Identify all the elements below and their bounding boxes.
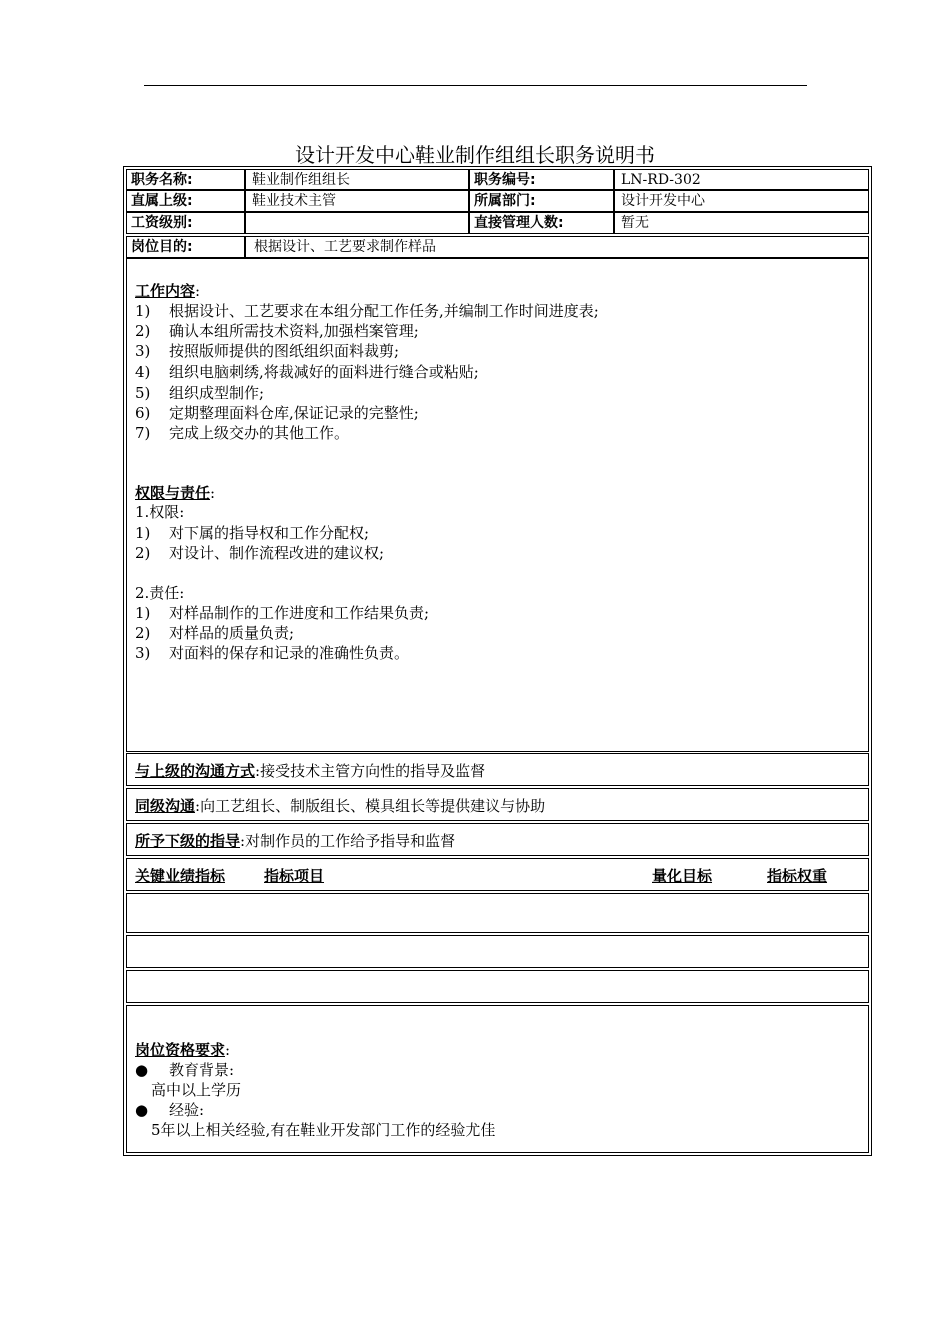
purpose-label: 岗位目的:: [131, 239, 193, 255]
kpi-col-weight: 指标权重: [767, 867, 828, 885]
peer-communication-value: :向工艺组长、制版组长、模具组长等提供建议与协助: [195, 797, 546, 815]
kpi-row: [126, 970, 869, 1003]
list-item: 6) 定期整理面料仓库,保证记录的完整性;: [135, 404, 419, 422]
job-description-table: [123, 166, 872, 1156]
lower-guidance-value: :对制作员的工作给予指导和监督: [240, 832, 456, 850]
list-item: 1) 对样品制作的工作进度和工作结果负责;: [135, 604, 430, 622]
rights-title: 1.权限:: [135, 503, 185, 521]
work-section: [126, 258, 869, 752]
purpose-value: 根据设计、工艺要求制作样品: [254, 239, 436, 255]
list-item: 2) 对设计、制作流程改进的建议权;: [135, 544, 385, 562]
peer-communication-row: [126, 788, 869, 821]
qualifications-section: [126, 1005, 869, 1153]
job-name-label-cell: [126, 169, 245, 190]
document-title: 设计开发中心鞋业制作组组长职务说明书: [295, 143, 655, 167]
job-code-value-cell: [614, 169, 869, 190]
lower-guidance-label: 所予下级的指导: [135, 832, 241, 850]
salary-label-cell: [126, 212, 245, 234]
experience-value: 5年以上相关经验,有在鞋业开发部门工作的经验尤佳: [151, 1121, 496, 1139]
kpi-col-target: 量化目标: [652, 867, 713, 885]
subordinates-label: 直接管理人数:: [474, 215, 564, 231]
department-label: 所属部门:: [474, 193, 536, 209]
peer-communication-label: 同级沟通: [135, 797, 196, 815]
kpi-row: [126, 935, 869, 968]
header-rule: [144, 85, 807, 86]
salary-value-cell: [245, 212, 469, 234]
lower-guidance-row: [126, 823, 869, 856]
subordinates-label-cell: [469, 212, 614, 234]
supervisor-label-cell: [126, 190, 245, 212]
job-name-value: 鞋业制作组组长: [252, 172, 350, 188]
job-code-label-cell: [469, 169, 614, 190]
list-item: 1) 根据设计、工艺要求在本组分配工作任务,并编制工作时间进度表;: [135, 302, 599, 320]
job-code-value: LN-RD-302: [621, 172, 701, 188]
education-item: ● 教育背景:: [135, 1061, 235, 1079]
bullet-icon: ●: [135, 1061, 149, 1079]
qualifications-heading: 岗位资格要求:: [135, 1041, 231, 1059]
list-item: 3) 按照版师提供的图纸组织面料裁剪;: [135, 342, 400, 360]
list-item: 7) 完成上级交办的其他工作。: [135, 424, 350, 442]
purpose-label-cell: [126, 236, 245, 258]
kpi-col-item: 指标项目: [264, 867, 325, 885]
job-name-value-cell: [245, 169, 469, 190]
supervisor-value: 鞋业技术主管: [252, 193, 336, 209]
upper-communication-label: 与上级的沟通方式: [135, 762, 256, 780]
subordinates-value: 暂无: [621, 215, 649, 231]
bullet-icon: ●: [135, 1101, 149, 1119]
experience-item: ● 经验:: [135, 1101, 205, 1119]
list-item: 3) 对面料的保存和记录的准确性负责。: [135, 644, 410, 662]
job-name-label: 职务名称:: [131, 172, 193, 188]
department-value: 设计开发中心: [621, 193, 705, 209]
salary-label: 工资级别:: [131, 215, 193, 231]
list-item: 2) 确认本组所需技术资料,加强档案管理;: [135, 322, 419, 340]
subordinates-value-cell: [614, 212, 869, 234]
kpi-col-indicator: 关键业绩指标: [135, 867, 226, 885]
duties-title: 2.责任:: [135, 584, 185, 602]
purpose-value-cell: [245, 236, 869, 258]
authority-heading: 权限与责任:: [135, 484, 216, 502]
department-label-cell: [469, 190, 614, 212]
kpi-header-row: [126, 858, 869, 891]
upper-communication-row: [126, 753, 869, 786]
list-item: 2) 对样品的质量负责;: [135, 624, 295, 642]
kpi-row: [126, 893, 869, 933]
upper-communication-value: :接受技术主管方向性的指导及监督: [255, 762, 486, 780]
list-item: 4) 组织电脑刺绣,将裁减好的面料进行缝合或粘贴;: [135, 363, 479, 381]
job-code-label: 职务编号:: [474, 172, 536, 188]
supervisor-value-cell: [245, 190, 469, 212]
list-item: 1) 对下属的指导权和工作分配权;: [135, 524, 370, 542]
supervisor-label: 直属上级:: [131, 193, 193, 209]
education-value: 高中以上学历: [151, 1081, 242, 1099]
list-item: 5) 组织成型制作;: [135, 384, 265, 402]
department-value-cell: [614, 190, 869, 212]
work-content-heading: 工作内容:: [135, 282, 201, 300]
